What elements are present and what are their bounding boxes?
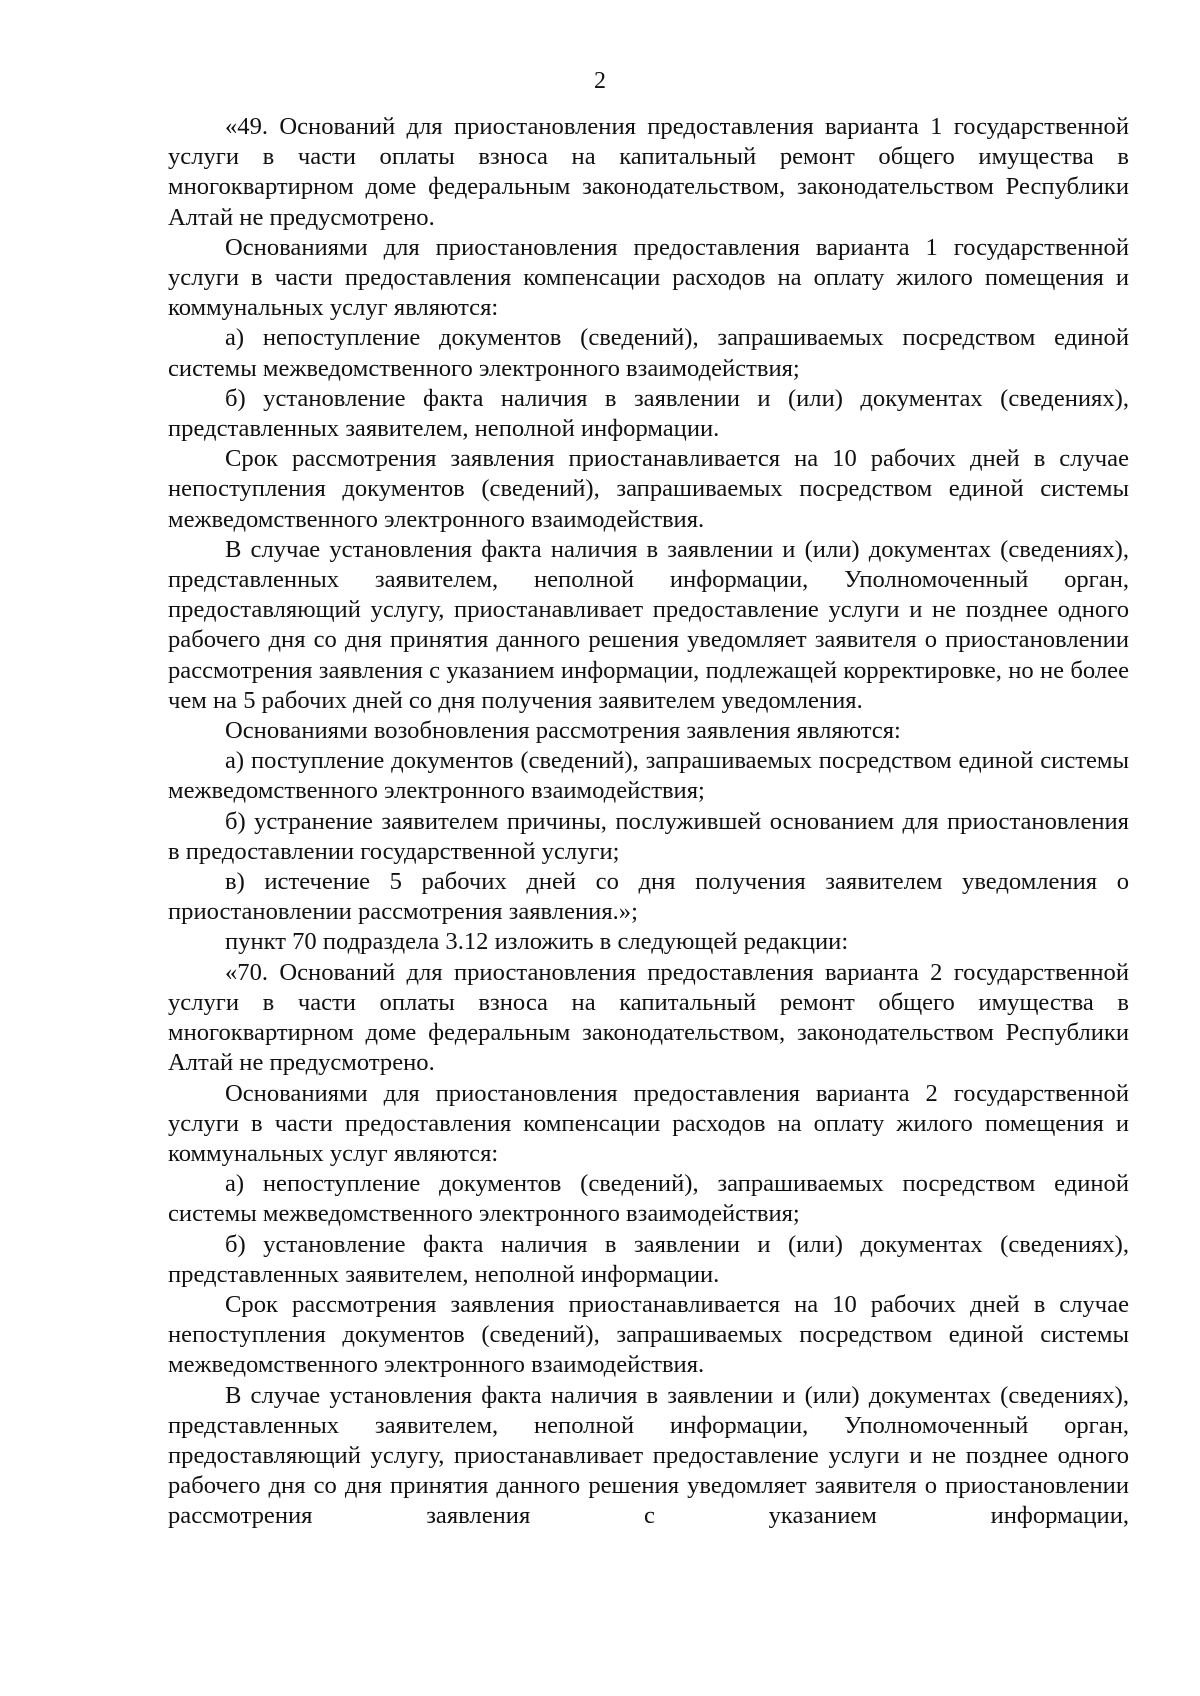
- paragraph-resume-c: в) истечение 5 рабочих дней со дня получения заявителем уведомления о приостановлении рассмотрения заявления.»;: [168, 868, 1129, 926]
- paragraph-resume-a: а) поступление документов (сведений), запрашиваемых посредством единой системы межведомственного электронного взаимодействия;: [168, 747, 1129, 805]
- paragraph-v2-item-b: б) установление факта наличия в заявлении и (или) документах (сведениях), представленных заявителем, неполной информации.: [168, 1230, 1129, 1288]
- paragraph-resume-b: б) устранение заявителем причины, послужившей основанием для приостановления в предоставлении государственной услуги;: [168, 807, 1129, 865]
- paragraph-suspension-term: Срок рассмотрения заявления приостанавливается на 10 рабочих дней в случае непоступления документов (сведений), запрашиваемых посредством единой системы межведомственного электронного взаимодействия.: [168, 445, 1129, 533]
- paragraph-v2-item-a: а) непоступление документов (сведений), запрашиваемых посредством единой системы межведомственного электронного взаимодействия;: [168, 1170, 1129, 1228]
- paragraph-item-a: а) непоступление документов (сведений), запрашиваемых посредством единой системы межведомственного электронного взаимодействия;: [168, 324, 1129, 382]
- paragraph-incomplete-info: В случае установления факта наличия в заявлении и (или) документах (сведениях), представленных заявителем, неполной информации, Уполномоченный орган, предоставляющий услугу, приостанавливает предоставление услуги и не позднее одного рабочего дня со дня принятия данного решения уведомляет заявителя о приостановлении рассмотрения заявления с указанием информации, подлежащей корректировке, но не более чем на 5 рабочих дней со дня получения заявителем уведомления.: [168, 535, 1129, 714]
- paragraph-v2-incomplete-info: В случае установления факта наличия в заявлении и (или) документах (сведениях), представленных заявителем, неполной информации, Уполномоченный орган, предоставляющий услугу, приостанавливает предоставление услуги и не позднее одного рабочего дня со дня принятия данного решения уведомляет заявителя о приостановлении рассмотрения заявления с указанием информации,: [168, 1381, 1129, 1530]
- paragraph-70: «70. Оснований для приостановления предоставления варианта 2 государственной услуги в части оплаты взноса на капитальный ремонт общего имущества в многоквартирном доме федеральным законодательством, законодательством Республики Алтай не предусмотрено.: [168, 958, 1129, 1077]
- paragraph-resumption-grounds: Основаниями возобновления рассмотрения заявления являются:: [225, 717, 901, 745]
- paragraph-grounds-v2: Основаниями для приостановления предоставления варианта 2 государственной услуги в части предоставления компенсации расходов на оплату жилого помещения и коммунальных услуг являются:: [168, 1079, 1129, 1167]
- document-body: [168, 112, 1129, 1532]
- paragraph-v2-suspension-term: Срок рассмотрения заявления приостанавливается на 10 рабочих дней в случае непоступления документов (сведений), запрашиваемых посредством единой системы межведомственного электронного взаимодействия.: [168, 1290, 1129, 1379]
- page-number: 2: [594, 68, 606, 94]
- paragraph-49: «49. Оснований для приостановления предоставления варианта 1 государственной услуги в части оплаты взноса на капитальный ремонт общего имущества в многоквартирном доме федеральным законодательством, законодательством Республики Алтай не предусмотрено.: [168, 113, 1129, 231]
- paragraph-grounds-v1: Основаниями для приостановления предоставления варианта 1 государственной услуги в части предоставления компенсации расходов на оплату жилого помещения и коммунальных услуг являются:: [168, 233, 1129, 322]
- paragraph-item-b: б) установление факта наличия в заявлении и (или) документах (сведениях), представленных заявителем, неполной информации.: [168, 384, 1129, 443]
- paragraph-item-70-intro: пункт 70 подраздела 3.12 изложить в следующей редакции:: [225, 928, 849, 956]
